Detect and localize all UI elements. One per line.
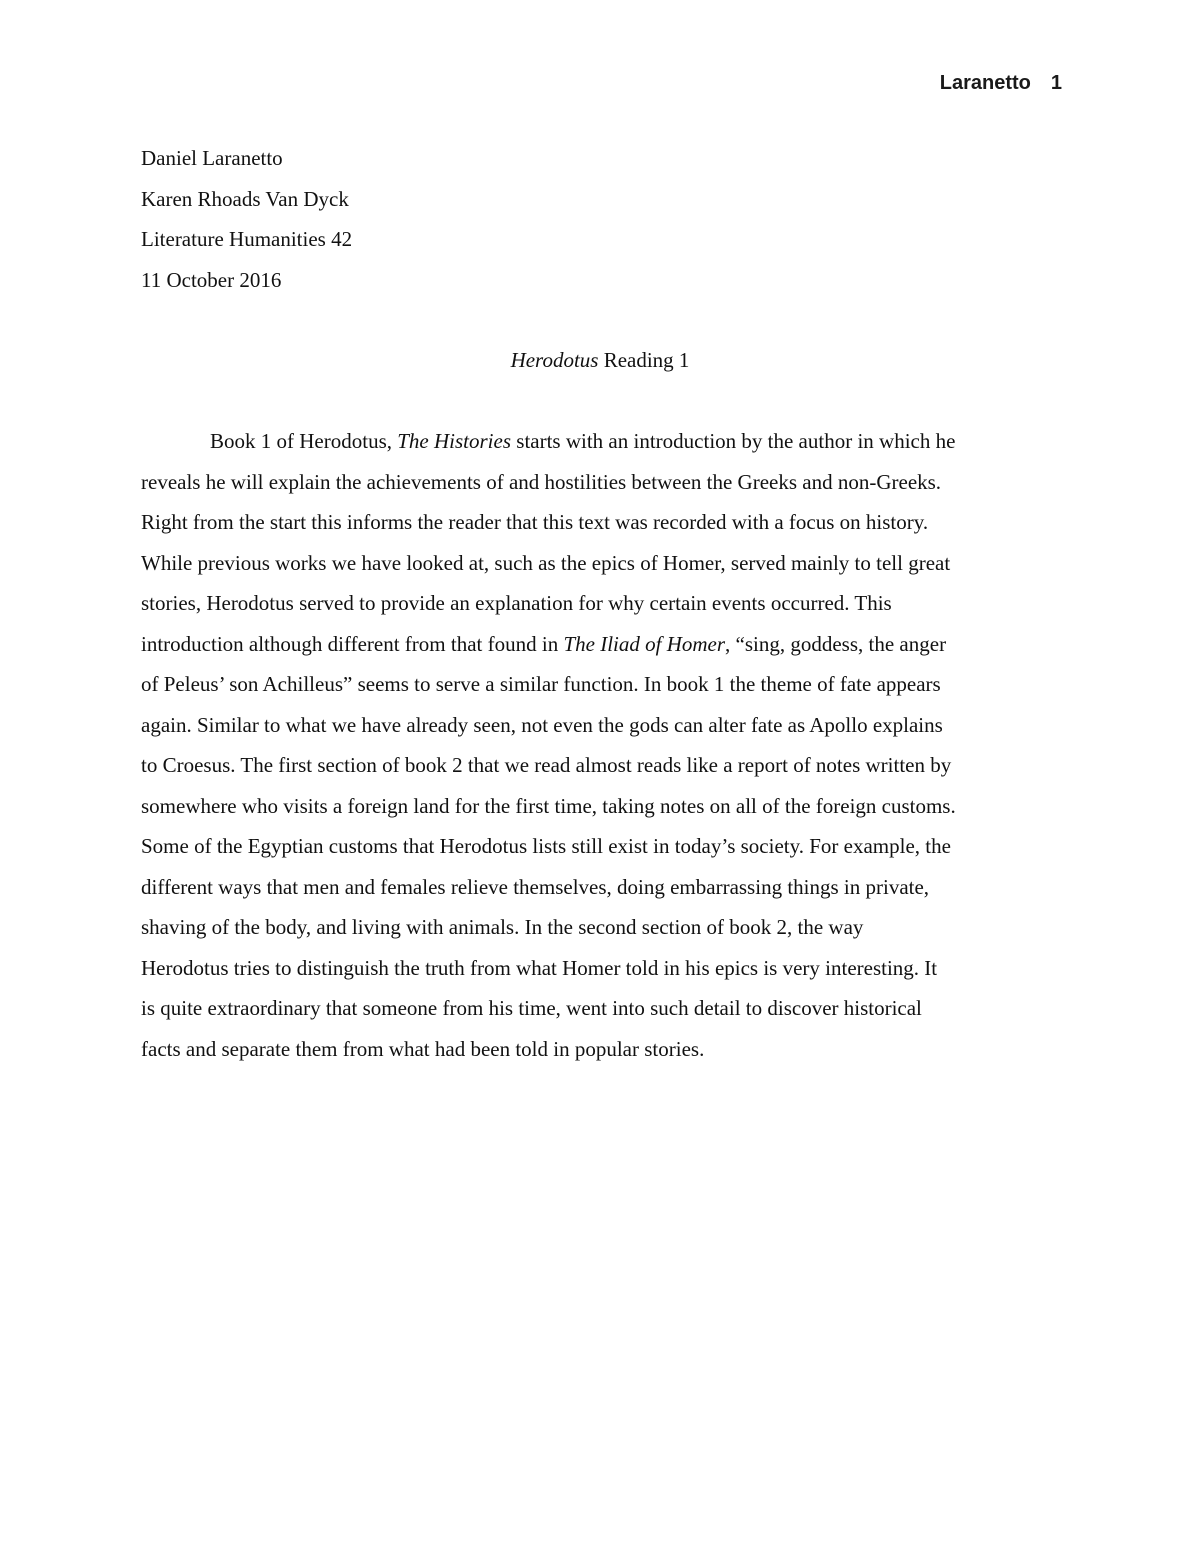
body-line xyxy=(141,826,1063,867)
line-text: , “sing, goddess, the anger xyxy=(725,631,947,656)
line-text: different ways that men and females relieve themselves, doing embarrassing things in private, xyxy=(141,874,930,899)
body-line xyxy=(141,1029,1063,1070)
header-page-number: 1 xyxy=(1050,72,1062,94)
mla-heading xyxy=(141,138,352,300)
line-text: shaving of the body, and living with animals. In the second section of book 2, the way xyxy=(141,915,864,939)
essay-body xyxy=(141,421,1063,1069)
body-line xyxy=(141,543,1063,584)
body-line xyxy=(141,907,1063,948)
line-text: starts with an introduction by the author in which he xyxy=(511,429,956,453)
title-italic: Herodotus xyxy=(510,348,599,372)
line-text: Book 1 of Herodotus, xyxy=(210,429,398,453)
instructor-name: Karen Rhoads Van Dyck xyxy=(141,186,349,211)
line-text: Right from the start this informs the reader that this text was recorded with a focus on history. xyxy=(141,510,929,534)
body-line xyxy=(141,664,1063,705)
body-line xyxy=(141,705,1063,746)
line-text: of Peleus’ son Achilleus” seems to serve a similar function. In book 1 the theme of fate appears xyxy=(141,672,941,696)
body-line xyxy=(141,745,1063,786)
title-rest: Reading 1 xyxy=(598,348,690,372)
body-line xyxy=(141,462,1063,503)
body-line xyxy=(141,948,1063,989)
line-text: again. Similar to what we have already seen, not even the gods can alter fate as Apollo explains xyxy=(141,712,943,737)
line-text: is quite extraordinary that someone from his time, went into such detail to discover historical xyxy=(141,996,922,1020)
body-line xyxy=(141,421,1063,462)
line-text: stories, Herodotus served to provide an explanation for why certain events occurred. This xyxy=(141,591,892,615)
line-text: facts and separate them from what had been told in popular stories. xyxy=(141,1036,705,1061)
line-text: While previous works we have looked at, such as the epics of Homer, served mainly to tell great xyxy=(141,550,951,575)
body-line xyxy=(141,786,1063,827)
submission-date: 11 October 2016 xyxy=(141,267,282,292)
italic-title-text: The Iliad of Homer xyxy=(563,631,726,656)
body-line xyxy=(141,583,1063,624)
body-line xyxy=(141,988,1063,1029)
line-text: to Croesus. The first section of book 2 that we read almost reads like a report of notes written by xyxy=(141,753,952,777)
body-line xyxy=(141,502,1063,543)
line-text: introduction although different from that found in xyxy=(141,631,564,656)
body-line xyxy=(141,624,1063,665)
header-surname: Laranetto xyxy=(939,72,1031,94)
body-line xyxy=(141,867,1063,908)
essay-title xyxy=(0,340,1200,381)
running-header xyxy=(940,72,1062,95)
course-name: Literature Humanities 42 xyxy=(141,227,353,251)
student-name: Daniel Laranetto xyxy=(141,146,283,170)
line-text: somewhere who visits a foreign land for the first time, taking notes on all of the foreign customs. xyxy=(141,793,956,818)
italic-title-text: The Histories xyxy=(397,429,512,453)
line-text: reveals he will explain the achievements of and hostilities between the Greeks and non-Greeks. xyxy=(141,469,942,494)
line-text: Some of the Egyptian customs that Herodotus lists still exist in today’s society. For example, the xyxy=(141,834,951,858)
line-text: Herodotus tries to distinguish the truth from what Homer told in his epics is very interesting. It xyxy=(141,955,938,980)
